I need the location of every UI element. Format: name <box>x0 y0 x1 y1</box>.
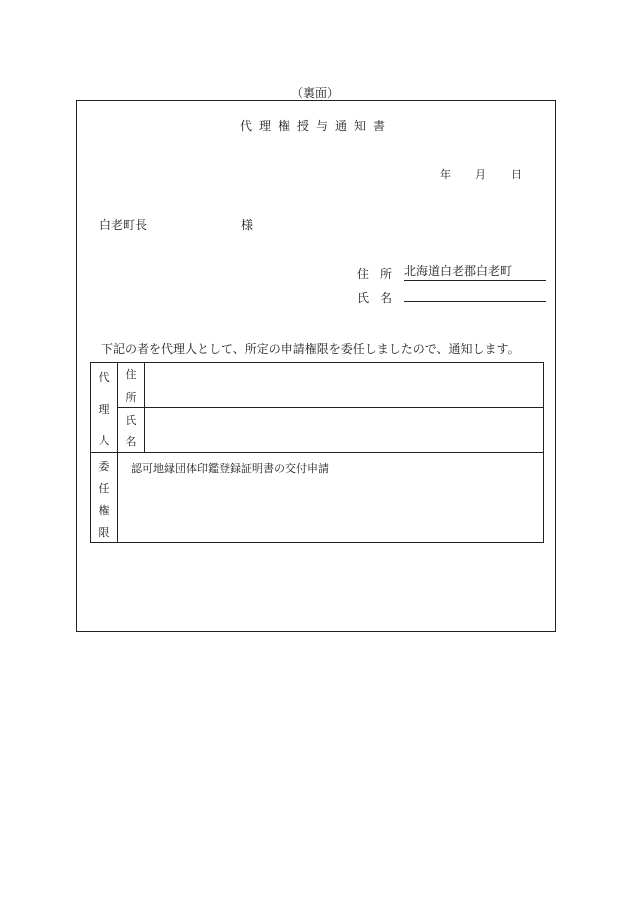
date-day-label: 日 <box>511 168 522 181</box>
agent-label-char: 人 <box>98 434 110 447</box>
applicant-address-value: 北海道白老郡白老町 <box>404 263 546 281</box>
agent-address-label-char: 所 <box>125 391 137 404</box>
notice-text: 下記の者を代理人として、所定の申請権限を委任しましたので、通知します。 <box>101 342 520 356</box>
table-divider <box>90 452 544 453</box>
applicant-name-line <box>404 284 546 302</box>
recipient-honorific: 様 <box>241 218 254 232</box>
agent-label-char: 理 <box>98 403 110 416</box>
agent-label-char: 代 <box>98 371 110 384</box>
scope-label-char: 任 <box>98 482 110 495</box>
table-divider <box>117 407 544 408</box>
agent-address-label-char: 住 <box>125 368 137 381</box>
agent-name-label-char: 氏 <box>125 414 137 427</box>
recipient-name: 白老町長 <box>99 218 148 232</box>
date-year-label: 年 <box>440 168 451 181</box>
document-title: 代理権授与通知書 <box>239 119 392 133</box>
scope-value: 認可地縁団体印鑑登録証明書の交付申請 <box>131 462 329 475</box>
applicant-address-label: 住所 <box>357 267 404 281</box>
agent-name-label-char: 名 <box>125 435 137 448</box>
date-month-label: 月 <box>475 168 486 181</box>
scope-label-char: 限 <box>98 526 110 539</box>
applicant-name-label: 氏名 <box>357 291 404 305</box>
side-label: （裏面） <box>290 86 339 100</box>
scope-label-char: 権 <box>98 504 110 517</box>
scope-label-char: 委 <box>98 460 110 473</box>
